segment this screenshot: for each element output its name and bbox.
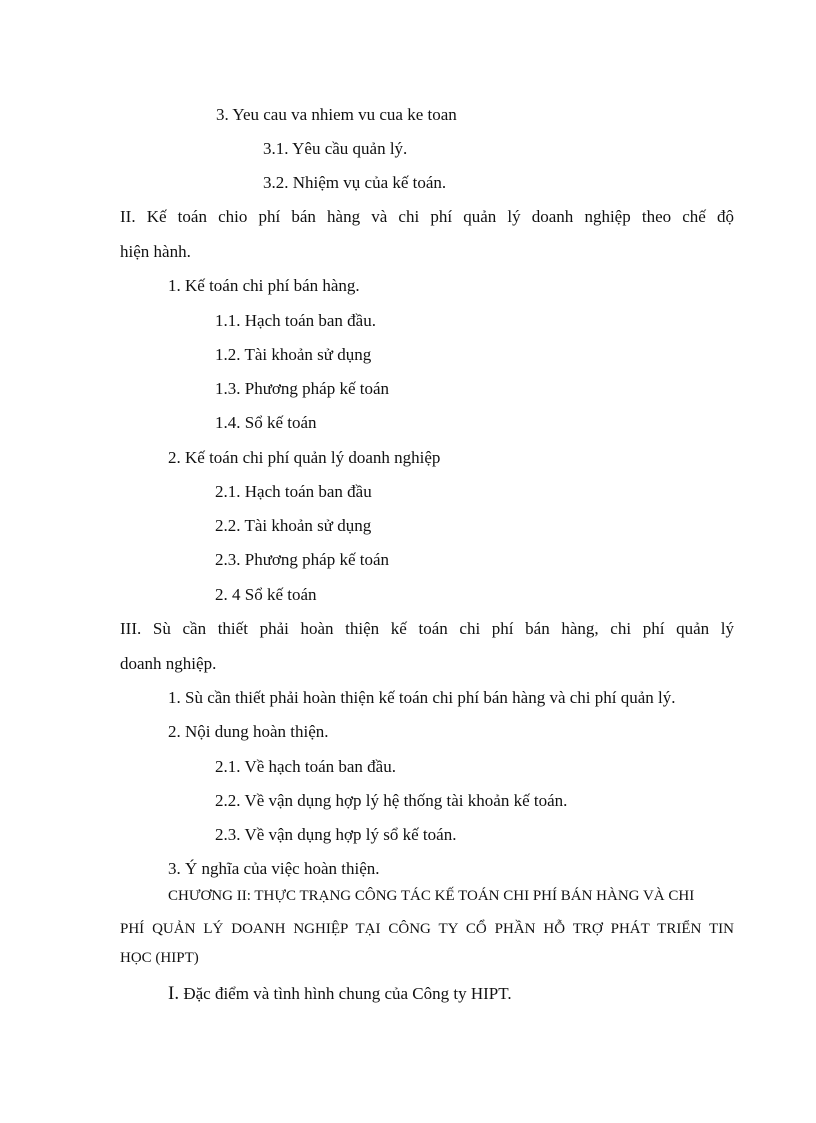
toc-line: 2.1. Về hạch toán ban đầu. bbox=[215, 757, 396, 776]
toc-line: 1.1. Hạch toán ban đầu. bbox=[215, 311, 376, 330]
toc-line: 3.2. Nhiệm vụ của kế toán. bbox=[263, 173, 447, 192]
toc-line: 1.4. Sổ kế toán bbox=[215, 413, 317, 432]
toc-line: 3. Yeu cau va nhiem vu cua ke toan bbox=[216, 105, 457, 124]
chapter-heading-line: HỌC (HIPT) bbox=[120, 950, 199, 966]
toc-line: 3.1. Yêu cầu quản lý. bbox=[263, 139, 408, 158]
toc-line: 2. 4 Sổ kế toán bbox=[215, 585, 317, 604]
toc-line: 1.3. Phương pháp kế toán bbox=[215, 379, 390, 398]
toc-line: hiện hành. bbox=[120, 242, 191, 261]
toc-line: 1. Sù cần thiết phải hoàn thiện kế toán chi phí bán hàng và chi phí quản lý. bbox=[168, 688, 676, 707]
chapter-heading-line: CHƯƠNG II: THỰC TRẠNG CÔNG TÁC KẾ TOÁN CHI PHÍ BÁN HÀNG VÀ CHI bbox=[168, 888, 695, 904]
section-heading-line bbox=[168, 984, 512, 1003]
chapter-heading-line: PHÍ QUẢN LÝ DOANH NGHIỆP TẠI CÔNG TY CỔ PHẦN HỖ TRỢ PHÁT TRIỂN TIN bbox=[120, 921, 734, 937]
toc-line: 1.2. Tài khoản sử dụng bbox=[215, 345, 372, 364]
roman-numeral: I. bbox=[168, 983, 180, 1004]
toc-line: 1. Kế toán chi phí bán hàng. bbox=[168, 276, 360, 295]
section-heading-text: Đặc điểm và tình hình chung của Công ty HIPT. bbox=[183, 984, 512, 1003]
toc-line: III. Sù cần thiết phải hoàn thiện kế toán chi phí bán hàng, chi phí quản lý bbox=[120, 619, 734, 638]
toc-line: 2.1. Hạch toán ban đầu bbox=[215, 482, 372, 501]
toc-line: II. Kế toán chio phí bán hàng và chi phí quản lý doanh nghiệp theo chế độ bbox=[120, 207, 734, 226]
toc-line: 2.2. Tài khoản sử dụng bbox=[215, 516, 372, 535]
toc-line: doanh nghiệp. bbox=[120, 654, 217, 673]
toc-line: 2. Nội dung hoàn thiện. bbox=[168, 722, 329, 741]
toc-line: 2.2. Về vận dụng hợp lý hệ thống tài khoản kế toán. bbox=[215, 791, 568, 810]
toc-line: 2.3. Phương pháp kế toán bbox=[215, 550, 390, 569]
toc-line: 3. Ý nghĩa của việc hoàn thiện. bbox=[168, 859, 380, 878]
toc-line: 2.3. Về vận dụng hợp lý sổ kế toán. bbox=[215, 825, 457, 844]
toc-line: 2. Kế toán chi phí quản lý doanh nghiệp bbox=[168, 448, 441, 467]
